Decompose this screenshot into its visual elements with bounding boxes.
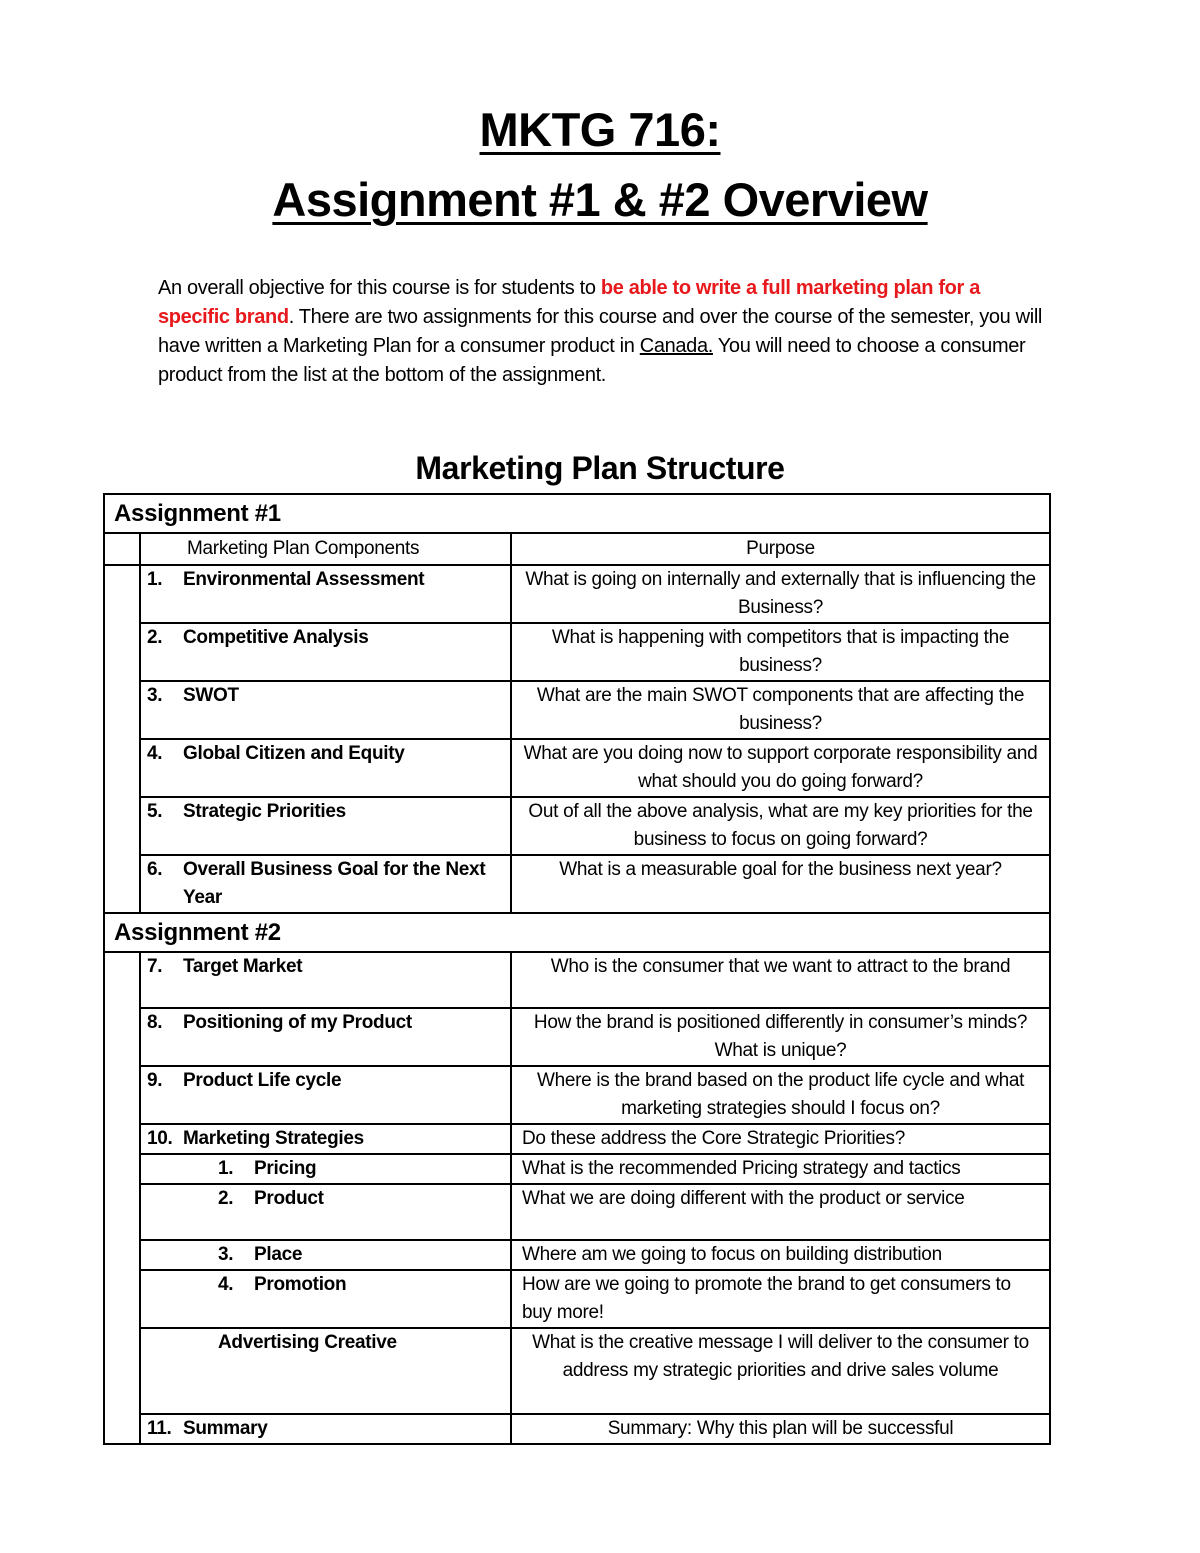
component-number: 11. xyxy=(147,1418,172,1439)
table-row xyxy=(104,1124,1050,1154)
spacer-cell xyxy=(104,533,140,565)
purpose-cell: Out of all the above analysis, what are my key priorities for the business to focus on going forward? xyxy=(511,797,1050,855)
component-cell xyxy=(140,797,511,855)
intro-country: Canada. xyxy=(639,335,713,357)
table-row xyxy=(104,1240,1050,1270)
component-label: Global Citizen and Equity xyxy=(183,743,405,764)
component-number: 4. xyxy=(218,1274,234,1295)
component-cell xyxy=(140,1066,511,1124)
purpose-cell: What are you doing now to support corporate responsibility and what should you do going forward? xyxy=(511,739,1050,797)
purpose-cell: Who is the consumer that we want to attract to the brand xyxy=(511,952,1050,1008)
assignment2-label: Assignment #2 xyxy=(104,913,1050,952)
component-label: Target Market xyxy=(183,956,303,977)
purpose-cell: Do these address the Core Strategic Priorities? xyxy=(511,1124,1050,1154)
column-header-components: Marketing Plan Components xyxy=(140,533,511,565)
component-label: Product Life cycle xyxy=(183,1070,342,1091)
component-cell xyxy=(140,1270,511,1328)
course-title: MKTG 716: xyxy=(479,103,721,156)
purpose-cell: What are the main SWOT components that are affecting the business? xyxy=(511,681,1050,739)
column-header-row xyxy=(104,533,1050,565)
component-label: Advertising Creative xyxy=(218,1332,397,1353)
spacer-cell xyxy=(104,952,140,1444)
component-label: Pricing xyxy=(254,1158,317,1179)
purpose-cell: What we are doing different with the product or service xyxy=(511,1184,1050,1240)
component-label: Marketing Strategies xyxy=(183,1128,364,1149)
purpose-cell: Where am we going to focus on building distribution xyxy=(511,1240,1050,1270)
purpose-cell: How the brand is positioned differently in consumer’s minds? What is unique? xyxy=(511,1008,1050,1066)
table-row xyxy=(104,623,1050,681)
purpose-cell: What is the recommended Pricing strategy and tactics xyxy=(511,1154,1050,1184)
intro-text-1: An overall objective for this course is for students to xyxy=(158,277,601,299)
purpose-cell: Summary: Why this plan will be successful xyxy=(511,1414,1050,1444)
component-number: 7. xyxy=(147,956,163,977)
component-number: 9. xyxy=(147,1070,163,1091)
component-cell xyxy=(140,855,511,913)
table-row xyxy=(104,855,1050,913)
component-number: 3. xyxy=(147,685,163,706)
component-cell xyxy=(140,681,511,739)
assignment1-header-row xyxy=(104,494,1050,533)
component-cell xyxy=(140,1240,511,1270)
table-row xyxy=(104,1184,1050,1240)
component-cell xyxy=(140,1414,511,1444)
marketing-plan-table xyxy=(103,493,1051,1445)
purpose-cell: How are we going to promote the brand to get consumers to buy more! xyxy=(511,1270,1050,1328)
intro-text-3: You will need to choose a consumer product from the list at the bottom of the assignment. xyxy=(158,335,1026,386)
purpose-cell: Where is the brand based on the product life cycle and what marketing strategies should I focus on? xyxy=(511,1066,1050,1124)
table-row xyxy=(104,1066,1050,1124)
page-title: Assignment #1 & #2 Overview xyxy=(272,173,928,226)
table-row xyxy=(104,1414,1050,1444)
component-number: 1. xyxy=(218,1158,234,1179)
component-label: Strategic Priorities xyxy=(183,801,346,822)
table-row xyxy=(104,1008,1050,1066)
component-cell xyxy=(140,1328,511,1414)
component-number: 5. xyxy=(147,801,163,822)
component-number: 10. xyxy=(147,1128,173,1149)
component-cell xyxy=(140,565,511,623)
component-cell xyxy=(140,952,511,1008)
component-cell xyxy=(140,1184,511,1240)
component-cell xyxy=(140,1008,511,1066)
assignment2-header-row xyxy=(104,913,1050,952)
component-label: Competitive Analysis xyxy=(183,627,369,648)
component-cell xyxy=(140,623,511,681)
assignment1-label: Assignment #1 xyxy=(104,494,1050,533)
purpose-cell: What is the creative message I will deliver to the consumer to address my strategic priorities and drive sales volume xyxy=(511,1328,1050,1414)
table-row xyxy=(104,681,1050,739)
table-row xyxy=(104,565,1050,623)
purpose-cell: What is a measurable goal for the business next year? xyxy=(511,855,1050,913)
table-row xyxy=(104,952,1050,1008)
table-row xyxy=(104,1328,1050,1414)
component-cell xyxy=(140,1154,511,1184)
component-cell xyxy=(140,739,511,797)
component-label: Summary xyxy=(183,1418,268,1439)
spacer-cell xyxy=(104,565,140,913)
component-number: 8. xyxy=(147,1012,163,1033)
component-label: Environmental Assessment xyxy=(183,569,425,590)
table-row xyxy=(104,1154,1050,1184)
component-label: SWOT xyxy=(183,685,239,706)
table-row xyxy=(104,1270,1050,1328)
component-label: Promotion xyxy=(254,1274,347,1295)
component-label: Product xyxy=(254,1188,324,1209)
component-label: Positioning of my Product xyxy=(183,1012,412,1033)
table-row xyxy=(104,797,1050,855)
component-cell xyxy=(140,1124,511,1154)
intro-paragraph xyxy=(158,274,1048,390)
component-number: 1. xyxy=(147,569,163,590)
section-title: Marketing Plan Structure xyxy=(415,450,785,486)
component-number: 3. xyxy=(218,1244,234,1265)
purpose-cell: What is going on internally and externally that is influencing the Business? xyxy=(511,565,1050,623)
component-label: Place xyxy=(254,1244,303,1265)
intro-highlight: be able to write a full marketing plan for a specific brand xyxy=(158,277,980,328)
table-row xyxy=(104,739,1050,797)
intro-text-2: . There are two assignments for this course and over the course of the semester, you will have written a Marketing Plan for a consumer product in xyxy=(158,306,1043,357)
component-number: 6. xyxy=(147,859,163,880)
component-label: Overall Business Goal for the Next Year xyxy=(183,859,486,908)
column-header-purpose: Purpose xyxy=(511,533,1050,565)
purpose-cell: What is happening with competitors that is impacting the business? xyxy=(511,623,1050,681)
component-number: 2. xyxy=(147,627,163,648)
component-number: 2. xyxy=(218,1188,234,1209)
component-number: 4. xyxy=(147,743,163,764)
